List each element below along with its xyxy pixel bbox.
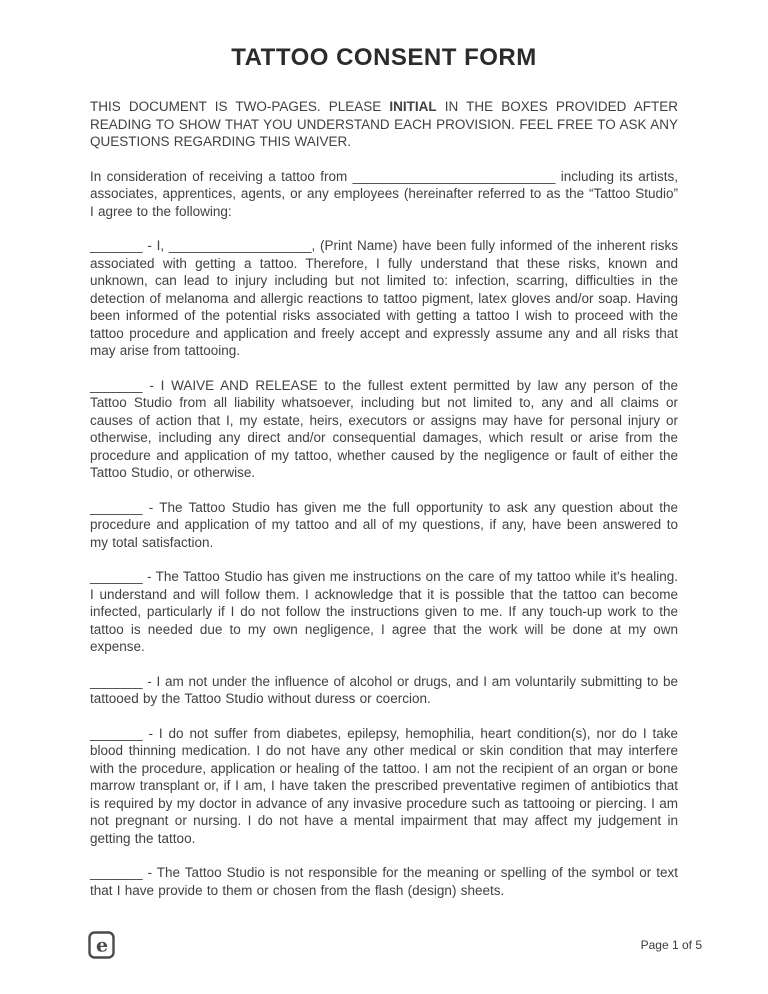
provision-paragraph-3: _______ - The Tattoo Studio has given me the full opportunity to ask any question about the procedure and application of my tattoo and all of my questions, if any, have been answered to my total satisfaction. [90, 499, 678, 550]
page-footer [88, 930, 702, 960]
intro-paragraph: In consideration of receiving a tattoo from ___________________________ including its artists, associates, apprentices, agents, or any employees (hereinafter referred to as the “Tattoo Studio” I agree to the following: [90, 168, 678, 219]
provision-paragraph-4: _______ - The Tattoo Studio has given me instructions on the care of my tattoo while it's healing. I understand and will follow them. I acknowledge that it is possible that the tattoo can become infected, particularly if I do not follow the instructions given to me. If any touch-up work to the tattoo is needed due to my own negligence, I agree that the work will be done at my own expense. [90, 569, 678, 654]
provision-paragraph-6: _______ - I do not suffer from diabetes, epilepsy, hemophilia, heart condition(s), nor do I take blood thinning medication. I do not have any other medical or skin condition that may interfere with the procedure, application or healing of the tattoo. I am not the recipient of an organ or bone marrow transplant or, if I am, I have taken the prescribed preventative regimen of antibiotics that is required by my doctor in advance of any invasive procedure such as tattooing or piercing. I am not pregnant or nursing. I do not have a mental impairment that may affect my judgement in getting the tattoo. [90, 725, 678, 846]
eforms-logo-icon [88, 930, 118, 960]
provision-paragraph-2: _______ - I WAIVE AND RELEASE to the fullest extent permitted by law any person of the Tattoo Studio from all liability whatsoever, including but not limited to, any and all claims or causes of action that I, my estate, heirs, executors or assigns may have for personal injury or otherwise, including any direct and/or consequential damages, which result or arise from the procedure and application of my tattoo, whether caused by the negligence or fault of either the Tattoo Studio, or otherwise. [90, 377, 678, 480]
svg-text:e: e [95, 934, 109, 957]
notice-text-end: IN THE BOXES PROVIDED AFTER READING TO SHOW THAT YOU UNDERSTAND EACH PROVISION. FEEL FREE TO ASK ANY QUESTIONS REGARDING THIS WAIVER. [90, 99, 678, 149]
provision-paragraph-7: _______ - The Tattoo Studio is not responsible for the meaning or spelling of the symbol or text that I have provide to them or chosen from the flash (design) sheets. [90, 865, 678, 898]
document-title: TATTOO CONSENT FORM [231, 44, 537, 71]
notice-paragraph [90, 98, 678, 151]
notice-text-start: THIS DOCUMENT IS TWO-PAGES. PLEASE [90, 99, 390, 114]
notice-bold-initial: INITIAL [389, 99, 437, 114]
page-number: Page 1 of 5 [640, 938, 702, 952]
provision-paragraph-5: _______ - I am not under the influence of alcohol or drugs, and I am voluntarily submitting to be tattooed by the Tattoo Studio without duress or coercion. [90, 673, 678, 706]
provision-paragraph-1: _______ - I, ___________________, (Print Name) have been fully informed of the inherent risks associated with getting a tattoo. Therefore, I fully understand that these risks, known and unknown, can lead to injury including but not limited to: infection, scarring, difficulties in the detection of melanoma and allergic reactions to tattoo pigment, latex gloves and/or soap. Having been informed of the potential risks associated with getting a tattoo I wish to proceed with the tattoo procedure and application and freely accept and expressly assume any and all risks that may arise from tattooing. [90, 238, 678, 358]
